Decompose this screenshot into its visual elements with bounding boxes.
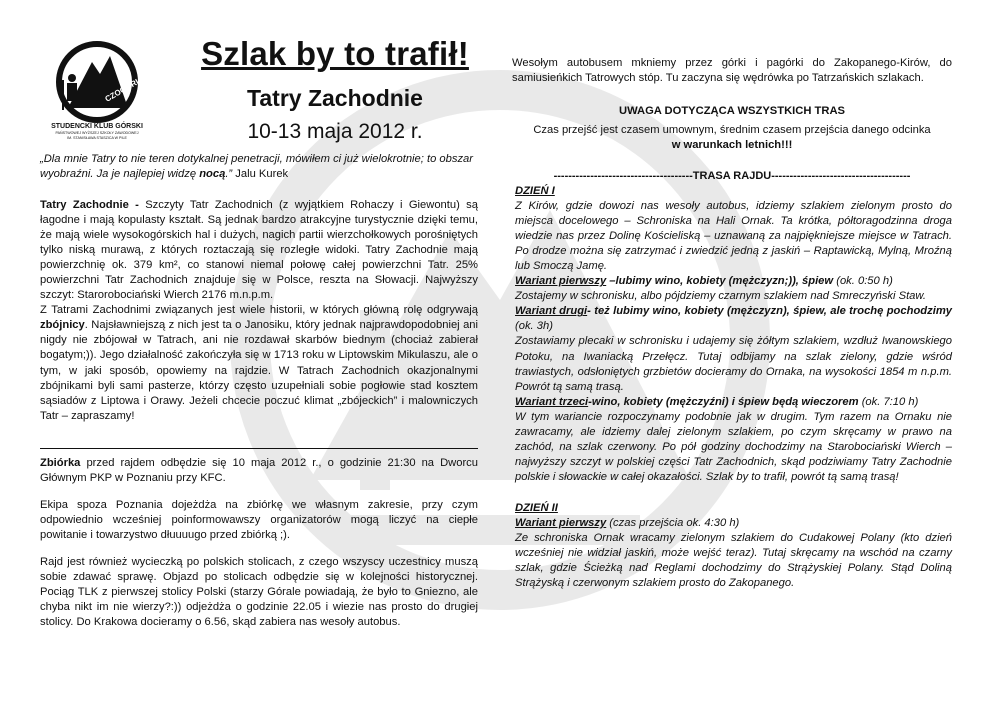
day2-heading: DZIEŃ II	[515, 501, 558, 514]
zbiorka-paragraph-3: Rajd jest również wycieczką po polskich stolicach, z czego wszyscy uczestnicy muszą sobie zdawać sprawę. Objazd po stolicach odbędzie się w kolejności historycznej. Pociąg TLK z pierwszej stolicy Polski (starzy Górale powiadają, że było to Gniezno, ale chyba nikt im nie wierzy?:)) odjeżdża o godzinie 22.05 i wiezie nas prosto do drugiej stolicy. Do Krakowa docieramy o 6.56, skąd zabiera nas wesoły autobus.	[40, 556, 478, 629]
route-heading: --------------------------------------TRASA RAJDU--------------------------------------	[553, 170, 911, 182]
day2-variant1-text: Ze schroniska Ornak wracamy zielonym szlakiem do Cudakowej Polany (kto dzień wcześniej nie widział jaskiń, może wejść teraz). Tutaj skręcamy na wschód na czarny szlak, gdzie Ścieżką nad Reglami dochodzimy do Strążyskiej Polany. Stąd Doliną Strążyską i czerwonym szlakiem prosto do Zakopanego.	[515, 532, 952, 590]
opening-quote: „Dla mnie Tatry to nie teren dotykalnej penetracji, mówiłem ci już wielokrotnie; to obszar wyobraźni. Ja je najlepiej widzę nocą.” Jalu Kurek	[40, 153, 473, 180]
event-dates: 10-13 maja 2012 r.	[247, 120, 423, 143]
day1-variant3-text: W tym wariancie rozpoczynamy podobnie jak w drugim. Tym razem na Ornaku nie zawracamy, ale idziemy dalej zielonym szlakiem, po czym skręcamy w prawo na zachód, na szlak czerwony. Po pół godziny dochodzimy na Starobociański Wierch – najwyższy szczyt w polskiej części Tatr Zachodnich, skąd podziwiamy Tatry Zachodnie polskie i słowackie w całej okazałości. Szlak by to trafił, powrót tą samą trasą!	[515, 410, 952, 483]
day1-variant1-text: Zostajemy w schronisku, albo pójdziemy czarnym szlakiem nad Smreczyński Staw.	[515, 290, 926, 303]
zbiorka-paragraph-1: Zbiórka przed rajdem odbędzie się 10 maja 2012 r., o godzinie 21:30 na Dworcu Głównym PKP w Poznaniu przy KFC.	[40, 457, 478, 485]
zbiorka-paragraph-2: Ekipa spoza Poznania dojeżdża na zbiórkę we własnym zakresie, przy czym odpowiednio wcześniej poinformowawszy organizatorów mogą liczyć na ciepłe powitanie i towarzystwo dłuuuugo przed zbiórką ;).	[40, 499, 478, 542]
logo-club: STUDENCKI KLUB GÓRSKI	[51, 123, 143, 130]
day1-intro: Z Kirów, gdzie dowozi nas wesoły autobus, idziemy szlakiem zielonym prosto do miejsca docelowego – Schroniska na Hali Ornak. Ta krótka, półtoragodzinna droga wiedzie nas przez Dolinę Kościeliską – uznawaną za najpiękniejsze miejsce w Tatrach. Po drodze można się zatrzymać i zwiedzić jedną z jaskiń – Raptawicką, Mylną, Mroźną lub Smoczą Jamę.	[515, 200, 952, 273]
intro-paragraph-1: Tatry Zachodnie - Szczyty Tatr Zachodnich (z wyjątkiem Rohaczy i Giewontu) są łagodne i mają kopulasty kształt. Są jednak bardzo atrakcyjne turystycznie dzięki temu, że mają wiele wysokogórskich hal i dużych, nagich partii wierzchołkowych porośniętych tylko niską murawą, z których roztaczają się rozległe widoki. Tatry Zachodnie mają powierzchnię ok. 379 km², co stanowi niemal połowę całej powierzchni Tatr. 25% powierzchni Tatr Zachodnich znajduje się w Polsce, reszta na Słowacji. Najwyższy szczyt: Starorobociański Wierch 2176 m.n.p.m.	[40, 199, 478, 302]
page-subtitle: Tatry Zachodnie	[247, 85, 423, 111]
notice-box	[512, 104, 952, 153]
club-logo	[40, 38, 154, 142]
section-divider	[40, 448, 478, 449]
day1-heading: DZIEŃ I	[515, 185, 555, 197]
logo-sub1: PAŃSTWOWEJ WYŻSZEJ SZKOŁY ZAWODOWEJ	[55, 131, 139, 135]
notice-heading: UWAGA DOTYCZĄCA WSZYSTKICH TRAS	[618, 105, 845, 117]
intro-paragraph-2: Z Tatrami Zachodnimi związanych jest wiele historii, w których główną rolę odgrywają zbójnicy. Najsławniejszą z nich jest ta o Janosiku, który jednak najprawdopodobniej ani nigdy nie zbójował w Tatrach, ani nie rozdawał skarbów biednym (chociaż zabierał bogatym;)). Jego działalność zakończyła się w 1713 roku w Liptowskim Mikulaszu, ale o tym, w jaki sposób, opowiemy na rajdzie. W Tatrach Zachodnich okazjonalnymi zbójnikami byli sami pasterze, którzy często uzupełniali sobie pogłowie stad kosztem sąsiadów z Liptowa i Orawy. Jeżeli chcecie poczuć klimat „zbójeckich” i malowniczych Tatr – zapraszamy!	[40, 304, 478, 422]
route-section	[515, 184, 952, 591]
intro-section	[40, 198, 478, 424]
day1-variant3-title: Wariant trzeci-wino, kobiety (mężczyźni) i śpiew będą wieczorem (ok. 7:10 h)	[515, 395, 919, 408]
right-intro	[512, 56, 952, 86]
day1-variant2-title: Wariant drugi- też lubimy wino, kobiety (mężczyzn), śpiew, ale trochę pochodzimy (ok. 3h)	[515, 305, 952, 333]
logo-name: CZOGORI	[103, 77, 141, 104]
logo-sub2: IM. STANISŁAWA STASZICA W PILE	[67, 136, 127, 140]
right-intro-paragraph: Wesołym autobusem mkniemy przez górki i pagórki do Zakopanego-Kirów, do samiusieńkich Tatrowych stóp. Tu zaczyna się wędrówka po Tatrzańskich szlakach.	[512, 57, 952, 85]
day1-variant1-title: Wariant pierwszy –lubimy wino, kobiety (mężczyzn;)), śpiew (ok. 0:50 h)	[515, 275, 893, 288]
day2-variant1-title: Wariant pierwszy (czas przejścia ok. 4:30 h)	[515, 516, 740, 529]
notice-line-1: Czas przejść jest czasem umownym, średnim czasem przejścia danego odcinka	[533, 124, 931, 136]
zbiorka-section	[40, 456, 478, 630]
page-title: Szlak by to trafił!	[201, 35, 469, 72]
notice-line-2: w warunkach letnich!!!	[671, 139, 793, 151]
day1-variant2-text: Zostawiamy plecaki w schronisku i udajemy się żółtym szlakiem, wzdłuż Iwanowskiego Potoku, na Iwaniacką Przełęcz. Tutaj odbijamy na szlak zielony, gdzie wśród trawiastych, odsłoniętych grzbietów docieramy do Ornaka, na wysokości 1854 m n.p.m. Powrót tą samą trasą.	[515, 335, 952, 393]
